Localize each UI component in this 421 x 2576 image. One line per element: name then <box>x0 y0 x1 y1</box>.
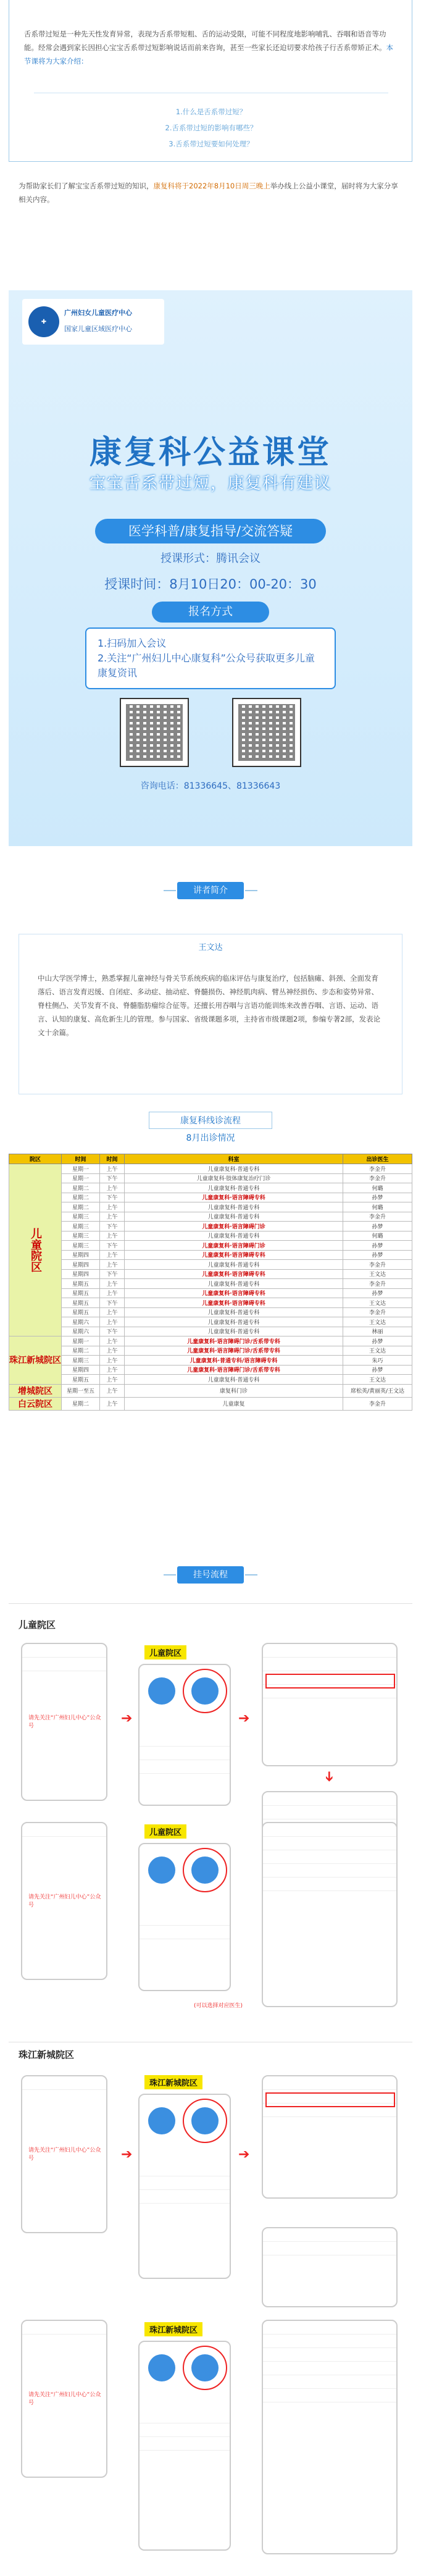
table-row <box>9 1279 412 1289</box>
lecturer-badge-label: 讲者简介 <box>177 882 244 899</box>
day-cell: 星期六 <box>62 1317 100 1327</box>
intro-paragraph <box>24 27 398 68</box>
intro-card <box>9 0 412 162</box>
phone-row <box>263 1644 396 1658</box>
table-row <box>9 1375 412 1385</box>
phone-row <box>263 2362 396 2375</box>
table-row <box>9 1346 412 1356</box>
highlight-box <box>265 2092 395 2107</box>
phone-row <box>140 2163 230 2176</box>
consult-phone: 咨询电话：81336645、81336643 <box>140 781 281 791</box>
signup-step-1: 1.扫码加入会议 <box>98 637 167 649</box>
time-cell: 上午 <box>100 1307 125 1317</box>
table-row <box>9 1336 412 1346</box>
day-cell: 星期四 <box>62 1365 100 1375</box>
day-cell: 星期一至五 <box>62 1384 100 1397</box>
department-cell: 儿童康复 <box>125 1397 343 1410</box>
teaching-mode: 授课形式：腾讯会议 <box>160 552 261 565</box>
signup-label: 报名方式 <box>152 602 269 623</box>
day-cell: 星期六 <box>62 1327 100 1336</box>
highlight-ring <box>183 1669 227 1713</box>
phone-screenshot <box>21 1822 107 1980</box>
avatar-icon <box>148 1677 175 1705</box>
phone-row <box>22 2321 106 2335</box>
poster-subtitle: 宝宝舌系带过短，康复科有建议 <box>89 474 331 493</box>
area-tag: 珠江新城院区 <box>144 2322 202 2336</box>
highlight-ring <box>183 2099 227 2143</box>
divider <box>245 890 257 891</box>
table-row <box>9 1193 412 1202</box>
schedule-header <box>149 1112 272 1144</box>
department-cell: 儿童康复科·普通专科 <box>125 1317 343 1327</box>
arrow-right-icon: ➔ <box>121 2147 133 2162</box>
department-cell: 儿童康复科·普通专科 <box>125 1375 343 1385</box>
table-row <box>9 1173 412 1183</box>
doctor-cell: 王文达 <box>343 1346 412 1356</box>
phone-row <box>263 2348 396 2362</box>
day-cell: 星期五 <box>62 1288 100 1298</box>
table-header-row <box>9 1154 412 1164</box>
avatar-icon <box>148 1856 175 1884</box>
day-cell: 星期三 <box>62 1231 100 1241</box>
time-cell: 上午 <box>100 1336 125 1346</box>
arrow-right-icon: ➔ <box>238 1711 250 1726</box>
header-department: 科室 <box>125 1154 343 1164</box>
time-cell: 下午 <box>100 1269 125 1279</box>
time-cell: 下午 <box>100 1241 125 1251</box>
lecturer-section-badge <box>164 878 257 903</box>
phone-row <box>22 1658 106 1671</box>
divider <box>164 1574 176 1575</box>
follow-note: 请先关注“广州妇儿中心”公众号 <box>28 2147 101 2162</box>
day-cell: 星期五 <box>62 1298 100 1308</box>
intro-text: 舌系带过短是一种先天性发育异常，表现为舌系带短粗、舌的运动受限，可能不同程度地影响哺乳、吞咽和语音等功能。经常会遇到家长因担心宝宝舌系带过短影响说话而前来咨询，甚至一些家长还迫切要求给孩子行舌系带矫正术。 <box>24 30 386 52</box>
time-cell: 上午 <box>100 1183 125 1193</box>
time-cell: 上午 <box>100 1317 125 1327</box>
time-cell: 上午 <box>100 1260 125 1270</box>
phone-screenshot <box>138 2094 231 2279</box>
time-cell: 上午 <box>100 1212 125 1222</box>
qr-code-account-icon[interactable] <box>232 698 301 767</box>
notice-text-end: 举办线上公益小课堂，届时将为大家分享相关内容。 <box>19 182 398 204</box>
day-cell: 星期三 <box>62 1212 100 1222</box>
phone-row <box>263 2242 396 2255</box>
event-poster <box>9 290 412 846</box>
phone-row <box>263 2321 396 2335</box>
divider <box>164 890 176 891</box>
table-body <box>9 1164 412 1411</box>
divider <box>9 1603 412 1604</box>
time-cell: 上午 <box>100 1250 125 1260</box>
avatar-icon <box>148 2354 175 2381</box>
time-cell: 上午 <box>100 1397 125 1410</box>
department-cell: 儿童康复科·普通专科 <box>125 1183 343 1193</box>
department-cell: 儿童康复科·普通专科 <box>125 1307 343 1317</box>
day-cell: 星期一 <box>62 1173 100 1183</box>
notice-text: 为帮助家长们了解宝宝舌系带过短的知识， <box>19 182 154 190</box>
signup-steps <box>85 627 336 689</box>
teaching-time: 授课时间：8月10日20：00-20：30 <box>104 577 317 592</box>
department-cell: 儿童康复科·普通专科 <box>125 1260 343 1270</box>
follow-note: 请先关注“广州妇儿中心”公众号 <box>28 1715 101 1729</box>
table-row <box>9 1327 412 1336</box>
hospital-logo <box>22 299 164 345</box>
table-row <box>9 1298 412 1308</box>
table-row <box>9 1260 412 1270</box>
doctor-cell: 朱巧 <box>343 1356 412 1366</box>
signup-step-2: 2.关注“广州妇儿中心康复科”公众号获取更多儿童康复资讯 <box>98 652 315 679</box>
header-time: 时间 <box>100 1154 125 1164</box>
phone-screenshot <box>262 2320 398 2554</box>
doctor-cell: 王文达 <box>343 1375 412 1385</box>
lecturer-card <box>19 934 402 1094</box>
phone-screenshot <box>262 1643 398 1766</box>
schedule-subtitle: 8月出诊情况 <box>186 1133 235 1143</box>
table-row <box>9 1288 412 1298</box>
time-cell: 上午 <box>100 1384 125 1397</box>
toc-item-1[interactable]: 1.什么是舌系带过短？ <box>175 107 247 116</box>
doctor-cell: 孙梦 <box>343 1336 412 1346</box>
time-cell: 上午 <box>100 1288 125 1298</box>
phone-row <box>22 2076 106 2090</box>
phone-screenshot <box>21 2320 107 2478</box>
doctor-cell: 李金升 <box>343 1212 412 1222</box>
day-cell: 星期一 <box>62 1164 100 1174</box>
day-cell: 星期一 <box>62 1336 100 1346</box>
table-row <box>9 1164 412 1174</box>
phone-row <box>22 1644 106 1658</box>
day-cell: 星期二 <box>62 1193 100 1202</box>
follow-note: 请先关注“广州妇儿中心”公众号 <box>28 1894 101 1908</box>
area-cell: 增城院区 <box>9 1384 62 1397</box>
table-row <box>9 1397 412 1410</box>
table-row <box>9 1250 412 1260</box>
phone-row <box>263 2389 396 2402</box>
day-cell: 星期三 <box>62 1241 100 1251</box>
department-cell: 儿童康复科·语言障碍专科 <box>125 1288 343 1298</box>
table-of-contents <box>9 104 413 152</box>
guide-zhujiang-heading: 珠江新城院区 <box>19 2049 75 2060</box>
time-cell: 上午 <box>100 1375 125 1385</box>
day-cell: 星期三 <box>62 1222 100 1231</box>
phone-row <box>263 1837 396 1850</box>
department-cell: 儿童康复科·普通专科 <box>125 1327 343 1336</box>
table-row <box>9 1365 412 1375</box>
day-cell: 星期三 <box>62 1356 100 1366</box>
table-row <box>9 1222 412 1231</box>
phone-row <box>140 2423 230 2437</box>
doctor-cell: 何璐 <box>343 1231 412 1241</box>
doctor-cell: 李金升 <box>343 1260 412 1270</box>
phone-screenshot <box>138 1664 231 1806</box>
doctor-cell: 李金升 <box>343 1279 412 1289</box>
doctor-cell: 孙梦 <box>343 1222 412 1231</box>
doctor-cell: 何璐 <box>343 1202 412 1212</box>
department-cell: 儿童康复科·语言障碍专科 <box>125 1269 343 1279</box>
doctor-cell: 孙梦 <box>343 1250 412 1260</box>
time-cell: 上午 <box>100 1346 125 1356</box>
doctor-cell: 孙梦 <box>343 1241 412 1251</box>
day-cell: 星期五 <box>62 1375 100 1385</box>
phone-row <box>140 2176 230 2190</box>
schedule-title: 康复科线诊流程 <box>149 1112 272 1129</box>
table-row <box>9 1356 412 1366</box>
phone-row <box>263 1823 396 1837</box>
time-cell: 下午 <box>100 1222 125 1231</box>
lecturer-name: 王文达 <box>198 943 223 952</box>
phone-row <box>263 1877 396 1891</box>
phone-row <box>263 1864 396 1877</box>
area-cell: 白云院区 <box>9 1397 62 1410</box>
phone-row <box>263 1658 396 1671</box>
phone-row <box>140 2437 230 2451</box>
time-cell: 下午 <box>100 1193 125 1202</box>
department-cell: 儿童康复科·普通专科 <box>125 1202 343 1212</box>
department-cell: 儿童康复科·普通专科 <box>125 1279 343 1289</box>
qr-code-meeting-icon[interactable] <box>120 698 189 767</box>
table-row <box>9 1241 412 1251</box>
arrow-down-icon: ➔ <box>321 1771 337 1782</box>
department-cell: 儿童康复科·语言障碍专科 <box>125 1250 343 1260</box>
phone-screenshot <box>262 2075 398 2199</box>
doctor-cell: 李金升 <box>343 1164 412 1174</box>
phone-row <box>22 1823 106 1837</box>
guide-children-area <box>9 1618 412 2038</box>
phone-row <box>263 2228 396 2242</box>
table-row <box>9 1269 412 1279</box>
highlight-ring <box>183 1848 227 1892</box>
notice-paragraph <box>19 179 402 206</box>
day-cell: 星期四 <box>62 1250 100 1260</box>
logo-line2: 国家儿童区域医疗中心 <box>64 325 132 333</box>
time-cell: 上午 <box>100 1365 125 1375</box>
department-cell: 儿童康复科·普通专科 <box>125 1164 343 1174</box>
day-cell: 星期四 <box>62 1260 100 1270</box>
table-row <box>9 1202 412 1212</box>
doctor-cell: 何璐 <box>343 1183 412 1193</box>
time-cell: 下午 <box>100 1327 125 1336</box>
day-cell: 星期二 <box>62 1202 100 1212</box>
phone-row <box>263 1792 396 1806</box>
services-bar: 医学科普/康复指导/交流答疑 <box>95 519 326 543</box>
table-row <box>9 1212 412 1222</box>
hospital-seal-icon: ✚ <box>28 306 59 337</box>
department-cell: 儿童康复科·语言障碍门诊/舌系带专科 <box>125 1346 343 1356</box>
table-row <box>9 1231 412 1241</box>
time-cell: 上午 <box>100 1164 125 1174</box>
toc-item-3[interactable]: 3.舌系带过短要如何处理？ <box>169 140 254 148</box>
intro-highlight: 本节课将为大家介绍： <box>24 43 393 65</box>
area-cell: 儿童院区 <box>9 1164 62 1336</box>
header-area: 院区 <box>9 1154 62 1164</box>
phone-screenshot <box>262 1822 398 2007</box>
table-row <box>9 1317 412 1327</box>
guide-children-heading: 儿童院区 <box>19 1619 56 1630</box>
arrow-right-icon: ➔ <box>238 2147 250 2162</box>
table-row <box>9 1183 412 1193</box>
poster-title: 康复科公益课堂 <box>89 434 331 471</box>
phone-screenshot <box>21 1643 107 1801</box>
phone-row <box>140 1926 230 1939</box>
department-cell: 儿童康复科·语言障碍专科 <box>125 1298 343 1308</box>
time-cell: 上午 <box>100 1279 125 1289</box>
guide-zhujiang-area <box>9 2048 412 2573</box>
department-cell: 儿童康复科·语言障碍门诊 <box>125 1222 343 1231</box>
area-tag: 儿童院区 <box>144 1645 186 1659</box>
doctor-cell: 林丽 <box>343 1327 412 1336</box>
doctor-cell: 李金升 <box>343 1307 412 1317</box>
table-row <box>9 1307 412 1317</box>
guide-section-badge <box>164 1563 257 1587</box>
divider <box>245 1574 257 1575</box>
department-cell: 儿童康复科·语言障碍门诊/舌系带专科 <box>125 1336 343 1346</box>
phone-row <box>263 1850 396 1864</box>
department-cell: 儿童康复科·普通专科/语言障碍专科 <box>125 1356 343 1366</box>
phone-row <box>140 1747 230 1760</box>
lecturer-bio: 中山大学医学博士，熟悉掌握儿童神经与骨关节系统疾病的临床评估与康复治疗，包括脑瘫、斜颈、全面发育落后、语言发育迟缓、自闭症、多动症、抽动症、脊髓损伤、神经肌肉病、臂丛神经损伤、步态和姿势异常、脊柱侧凸、关节发育不良、脊髓脂肪瘤综合征等。还擅长用吞咽与言语功能训练来改善吞咽、言语、运动、语言、认知的康复、高危新生儿的管理。参与国家、省级课题多项，主持省市级课题2项，参编专著2部，发表论文十余篇。 <box>38 974 381 1037</box>
doctor-cell: 孙梦 <box>343 1288 412 1298</box>
day-cell: 星期二 <box>62 1183 100 1193</box>
doctor-cell: 李金升 <box>343 1397 412 1410</box>
guide-badge-label: 挂号流程 <box>177 1566 244 1584</box>
notice-highlight: 康复科将于2022年8月10日周三晚上 <box>153 182 270 190</box>
toc-item-2[interactable]: 2.舌系带过短的影响有哪些？ <box>165 124 257 132</box>
doctor-cell: 王文达 <box>343 1317 412 1327</box>
day-cell: 星期二 <box>62 1346 100 1356</box>
time-cell: 下午 <box>100 1173 125 1183</box>
doctor-cell: 李金升 <box>343 1173 412 1183</box>
area-cell: 珠江新城院区 <box>9 1336 62 1385</box>
department-cell: 儿童康复科·语言障碍门诊/舌系带专科 <box>125 1365 343 1375</box>
doctor-cell: 孙梦 <box>343 1193 412 1202</box>
header-doctor: 出诊医生 <box>343 1154 412 1164</box>
doctor-cell: 王文达 <box>343 1269 412 1279</box>
day-cell: 星期四 <box>62 1269 100 1279</box>
avatar-icon <box>148 2107 175 2134</box>
time-cell: 上午 <box>100 1356 125 1366</box>
phone-screenshot <box>138 1843 231 1991</box>
doctor-cell: 席松英/黄丽英/王文达 <box>343 1384 412 1397</box>
header-day: 时间 <box>62 1154 100 1164</box>
table-row <box>9 1384 412 1397</box>
phone-row <box>140 2190 230 2204</box>
highlight-ring <box>183 2346 227 2390</box>
phone-row <box>263 2335 396 2348</box>
phone-row <box>140 2410 230 2423</box>
day-cell: 星期五 <box>62 1307 100 1317</box>
doctor-choice-note: (可以选择对应医生) <box>194 2003 243 2009</box>
phone-row <box>140 1760 230 1774</box>
phone-row <box>140 1912 230 1926</box>
highlight-box <box>265 1674 395 1689</box>
logo-line1: 广州妇女儿童医疗中心 <box>64 309 132 317</box>
doctor-cell: 王文达 <box>343 1298 412 1308</box>
area-tag: 儿童院区 <box>144 1824 186 1839</box>
day-cell: 星期五 <box>62 1279 100 1289</box>
department-cell: 儿童康复科·语言障碍门诊 <box>125 1241 343 1251</box>
clinic-schedule-table <box>9 1154 412 1411</box>
department-cell: 康复科门诊 <box>125 1384 343 1397</box>
arrow-right-icon: ➔ <box>121 1711 133 1726</box>
phone-screenshot <box>262 2227 398 2307</box>
area-tag: 珠江新城院区 <box>144 2075 202 2089</box>
doctor-cell: 孙梦 <box>343 1365 412 1375</box>
time-cell: 上午 <box>100 1231 125 1241</box>
phone-row <box>263 1806 396 1819</box>
phone-row <box>263 2375 396 2389</box>
department-cell: 儿童康复科·普通专科 <box>125 1231 343 1241</box>
department-cell: 儿童康复科·普通专科 <box>125 1212 343 1222</box>
department-cell: 儿童康复科·肢体康复治疗门诊 <box>125 1173 343 1183</box>
time-cell: 上午 <box>100 1202 125 1212</box>
follow-note: 请先关注“广州妇儿中心”公众号 <box>28 2392 101 2406</box>
phone-screenshot <box>21 2075 107 2233</box>
time-cell: 下午 <box>100 1298 125 1308</box>
phone-row <box>140 1733 230 1747</box>
phone-row <box>263 2076 396 2090</box>
phone-screenshot <box>138 2341 231 2551</box>
day-cell: 星期二 <box>62 1397 100 1410</box>
department-cell: 儿童康复科·语言障碍专科 <box>125 1193 343 1202</box>
